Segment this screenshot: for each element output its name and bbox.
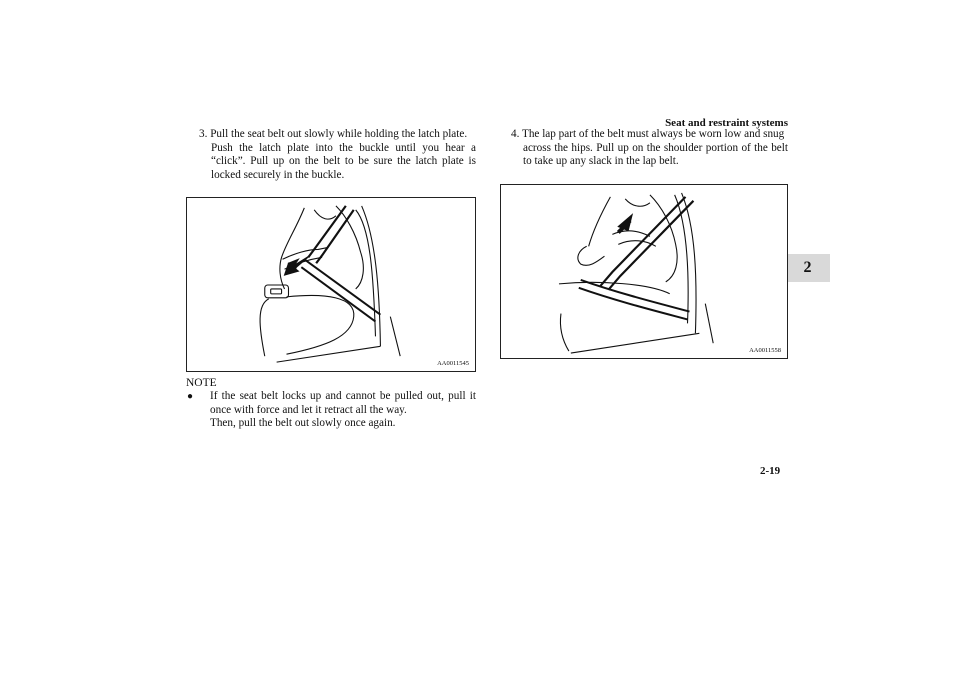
- step-first-line: Pull the seat belt out slowly while holding the latch plate.: [210, 128, 468, 140]
- note-body: [187, 390, 476, 431]
- page-number: 2-19: [760, 465, 781, 477]
- step-text: across the hips. Pull up on the shoulder portion of the belt to take up any slack in the lap belt.: [523, 141, 788, 168]
- seat-belt-buckle-illustration: [187, 198, 475, 371]
- figure-buckle-latch: [186, 197, 476, 372]
- figure-code: AA0011558: [749, 347, 781, 354]
- figure-code: AA0011545: [437, 360, 469, 367]
- note-text-2: Then, pull the belt out slowly once again.: [210, 417, 396, 430]
- chapter-tab: 2: [785, 254, 830, 282]
- figure-tighten-belt: [500, 184, 788, 359]
- seat-belt-tighten-illustration: [501, 185, 787, 358]
- note-heading: NOTE: [186, 377, 217, 389]
- running-header: Seat and restraint systems: [665, 117, 788, 129]
- step-number: 3.: [199, 128, 208, 140]
- step-3: [199, 128, 476, 183]
- bullet-icon: ●: [187, 391, 194, 402]
- step-number: 4.: [511, 128, 520, 140]
- note-text: If the seat belt locks up and cannot be pulled out, pull it once with force and let it retract all the way.: [210, 390, 476, 416]
- step-text: Push the latch plate into the buckle until you hear a “click”. Pull up on the belt to be sure the latch plate is locked securely in the buckle.: [211, 141, 476, 182]
- step-4: [511, 128, 788, 169]
- step-first-line: The lap part of the belt must always be worn low and snug: [522, 128, 785, 140]
